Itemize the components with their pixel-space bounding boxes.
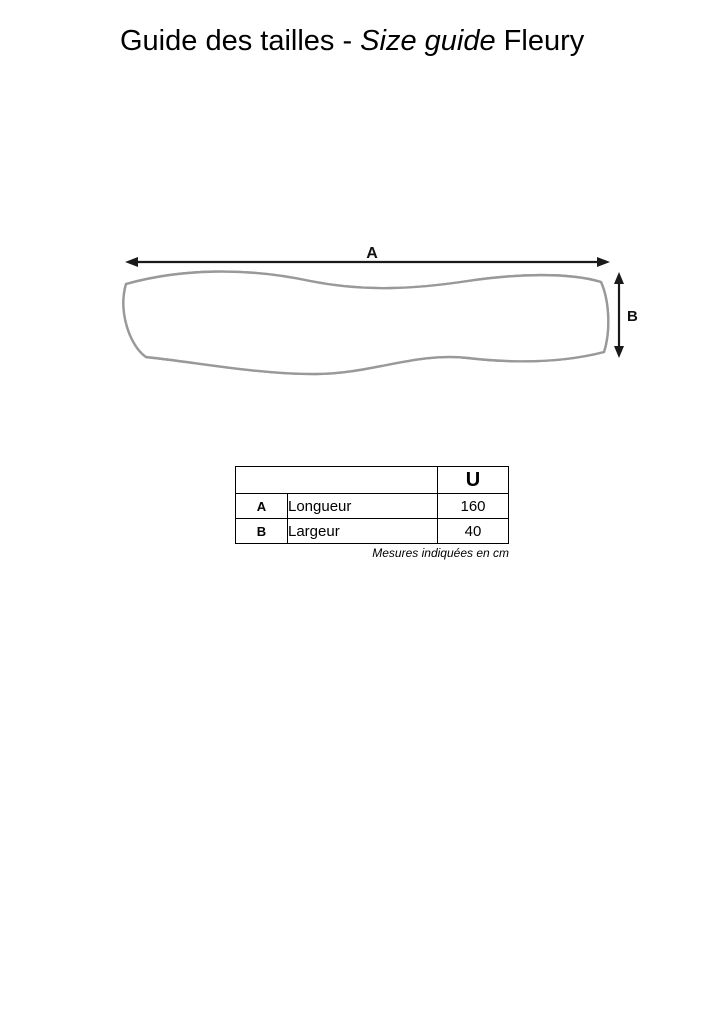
page-title-prefix: Guide des tailles - bbox=[120, 25, 361, 57]
size-table bbox=[235, 466, 509, 544]
table-row bbox=[236, 494, 509, 519]
page-title-italic: Size guide bbox=[360, 25, 496, 57]
size-column-header: U bbox=[438, 467, 509, 494]
dimension-name: Longueur bbox=[288, 494, 438, 519]
size-table-empty-header bbox=[236, 467, 438, 494]
scarf-diagram bbox=[110, 240, 640, 380]
dimension-code: A bbox=[236, 494, 288, 519]
dimension-label-a: A bbox=[366, 245, 378, 262]
scarf-outline bbox=[123, 272, 608, 374]
page-title bbox=[120, 26, 584, 58]
dimension-name: Largeur bbox=[288, 519, 438, 544]
page-title-suffix: Fleury bbox=[495, 25, 585, 57]
measurement-note: Mesures indiquées en cm bbox=[372, 546, 509, 560]
dimension-value: 160 bbox=[438, 494, 509, 519]
size-table-header-row bbox=[236, 467, 509, 494]
dimension-code: B bbox=[236, 519, 288, 544]
dimension-value: 40 bbox=[438, 519, 509, 544]
dimension-label-b: B bbox=[627, 308, 638, 325]
width-arrow-b bbox=[614, 272, 624, 358]
table-row bbox=[236, 519, 509, 544]
